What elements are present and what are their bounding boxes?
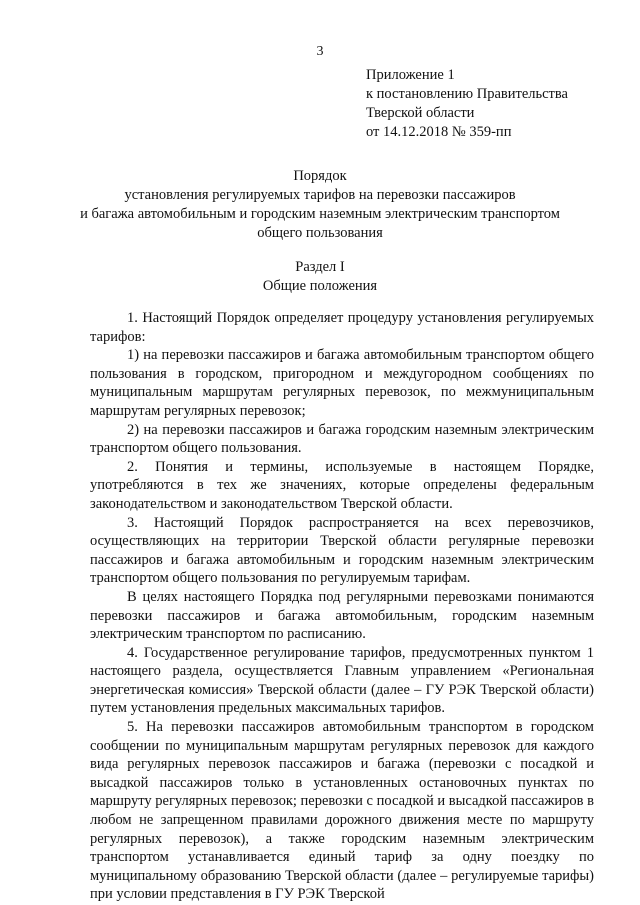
title-line: установления регулируемых тарифов на перевозки пассажиров xyxy=(124,187,516,203)
appendix-reference xyxy=(366,66,568,142)
page-number: 3 xyxy=(316,44,324,59)
paragraph: 4. Государственное регулирование тарифов, предусмотренных пунктом 1 настоящего раздела, осуществляется Главным управлением «Региональная энергетическая комиссия» Тверской области (далее – ГУ РЭК Тверской области) путем установления предельных максимальных тарифов. xyxy=(90,644,594,717)
paragraph: 5. На перевозки пассажиров автомобильным транспортом в городском сообщении по муниципальным маршрутам регулярных перевозок для каждого вида регулярных перевозок пассажиров и багажа (перевозки с посадкой и высадкой пассажиров только в установленных остановочных пунктах по маршруту регулярных перевозок; перевозки с посадкой и высадкой пассажиров в любом не запрещенном правилами дорожного движения месте по маршруту регулярных перевозок), а также городским наземным электрическим транспортом устанавливается единый тариф за одну поездку по муниципальному образованию Тверской области (далее – регулируемые тарифы) при условии представления в ГУ РЭК Тверской xyxy=(90,719,594,903)
document-body xyxy=(90,309,594,904)
title-line: общего пользования xyxy=(257,225,383,241)
paragraph: 3. Настоящий Порядок распространяется на всех перевозчиков, осуществляющих на территории Тверской области регулярные перевозки пассажиров и багажа автомобильным и городским наземным электрическим транспортом общего пользования по регулируемым тарифам. xyxy=(90,514,594,587)
section-name: Общие положения xyxy=(262,278,378,294)
appendix-line: Приложение 1 xyxy=(366,67,455,83)
title-line: и багажа автомобильным и городским наземным электрическим транспортом xyxy=(80,206,560,222)
document-title xyxy=(60,167,580,243)
title-line: Порядок xyxy=(293,168,347,184)
paragraph: 1) на перевозки пассажиров и багажа автомобильным транспортом общего пользования в городском, пригородном и междугородном сообщениях по муниципальным маршрутам регулярных перевозок, по межмуниципальным маршрутам регулярных перевозок; xyxy=(90,347,594,419)
appendix-line: от 14.12.2018 № 359-пп xyxy=(366,124,512,140)
paragraph: 1. Настоящий Порядок определяет процедуру установления регулируемых тарифов: xyxy=(90,310,594,345)
paragraph: В целях настоящего Порядка под регулярными перевозками понимаются перевозки пассажиров и багажа автомобильным, городским наземным электрическим транспортом по расписанию. xyxy=(90,588,594,643)
appendix-line: к постановлению Правительства xyxy=(366,86,568,102)
appendix-line: Тверской области xyxy=(366,105,475,121)
paragraph: 2) на перевозки пассажиров и багажа городским наземным электрическим транспортом общего пользования. xyxy=(90,421,594,457)
section-number: Раздел I xyxy=(295,259,345,275)
paragraph: 2. Понятия и термины, используемые в настоящем Порядке, употребляются в тех же значениях, которые определены федеральным законодательством и законодательством Тверской области. xyxy=(90,458,594,512)
section-heading xyxy=(60,258,580,296)
